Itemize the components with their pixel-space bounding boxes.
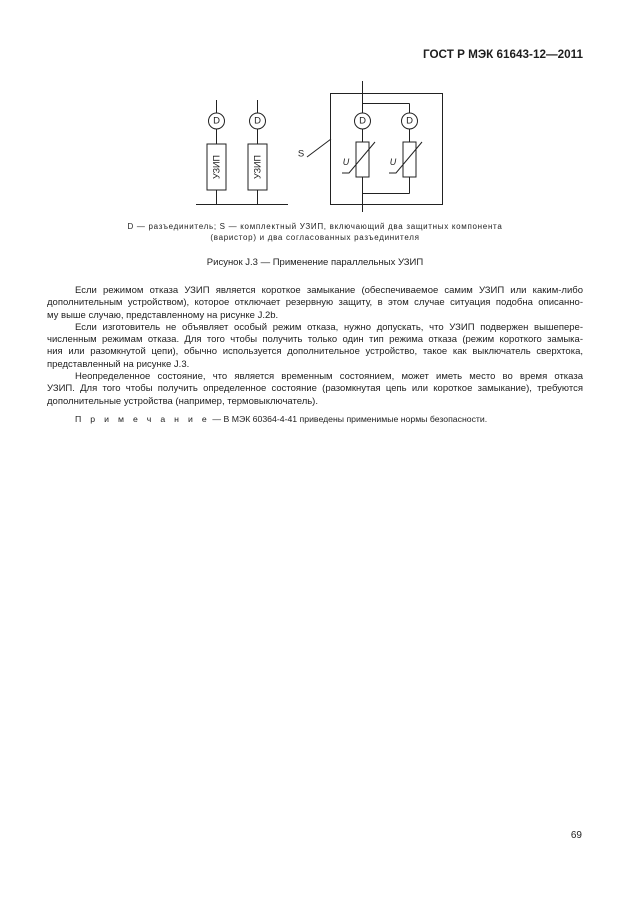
running-header: ГОСТ Р МЭК 61643-12—2011 [422,48,583,61]
spd-label: УЗИП [211,155,222,179]
varistor-label: U [342,157,350,167]
varistor-symbol [356,142,369,177]
page-number: 69 [570,830,582,841]
paragraph [47,322,583,371]
text-line: представленный на рисунке J.3. [47,358,190,370]
note [47,413,583,425]
varistor-symbol [403,142,416,177]
text-line: Если режимом отказа УЗИП является короткое замыкание (обеспечиваемое самим УЗИП или каким-либо [75,285,583,296]
note-text: — В МЭК 60364-4-41 приведены применимые нормы безопасности. [212,414,488,424]
left-assembly [196,100,288,205]
text-line: дополнительные устройства (например, термовыключатель). [47,395,318,407]
spd-label: УЗИП [252,155,263,179]
legend-line: (варистор) и два согласованных разъединителя [210,233,420,242]
assembly-box [331,94,443,205]
right-assembly [307,81,443,212]
text-line: му выше случаю, представленному на рисунке J.2b. [47,309,279,321]
disconnector-label: D [254,115,261,127]
assembly-label: S [297,148,305,160]
text-line: Неопределенное состояние, что является временным состоянием, может иметь место во время отказа [75,371,583,383]
disconnector-label: D [213,115,220,127]
legend-line: D — разъединитель; S — комплектный УЗИП, включающий два защитных компонента [127,222,503,231]
varistor-label: U [389,157,397,167]
note-label: П р и м е ч а н и е [75,414,210,424]
paragraph [47,371,583,408]
assembly-pointer [307,139,331,157]
disconnector-label: D [406,115,413,127]
paragraph [47,285,583,322]
disconnector-label: D [359,115,366,127]
figure-caption: Рисунок J.3 — Применение параллельных УЗИП [206,257,424,268]
circuit-figure [0,0,630,240]
text-line: дополнительным устройством), которое отключает резервную защиту, в этом случае ситуация подобна описанно- [47,297,583,309]
text-line: ния или разомкнутой цепи), обычно используется дополнительное устройство, такое как выключатель сверхтока, [47,346,583,358]
text-line: численным режимам отказа. Для того чтобы получить только один тип режима отказа (режим короткого замыка- [47,334,583,346]
figure-legend [47,221,583,243]
body-text [47,285,583,408]
text-line: Если изготовитель не объявляет особый режим отказа, нужно допускать, что УЗИП подвержен вышепере- [75,321,583,333]
text-line: УЗИП. Для того чтобы получить определенное состояние (разомкнутая цепь или короткое замыкание), требуются [47,383,583,395]
